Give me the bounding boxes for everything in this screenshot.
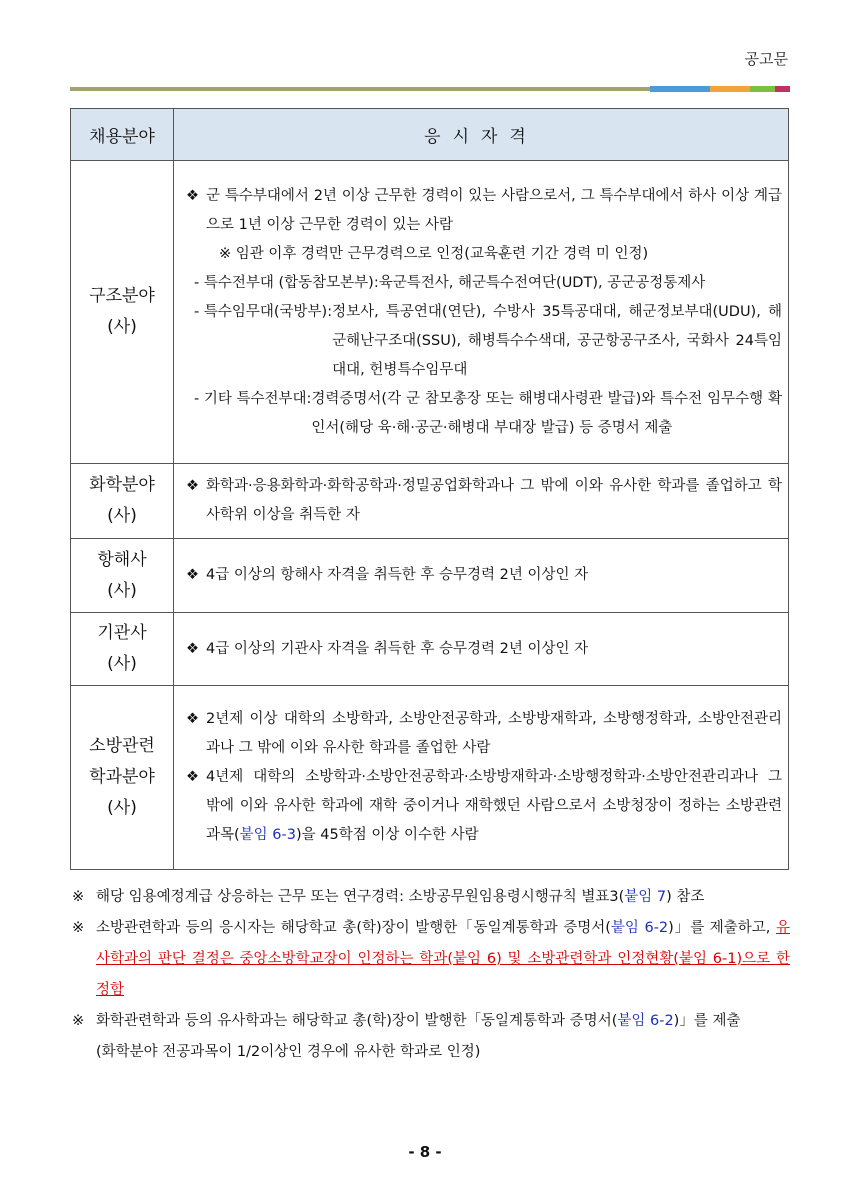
list-item: ❖ 군 특수부대에서 2년 이상 근무한 경력이 있는 사람으로서, 그 특수부대에서 하사 이상 계급으로 1년 이상 근무한 경력이 있는 사람 xyxy=(186,182,782,240)
footnote: ※ 화학관련학과 등의 유사학과는 해당학교 총(학)장이 발행한「동일계통학과 증명서(붙임 6-2)」를 제출 (화학분야 전공과목이 1/2이상인 경우에 유사한 학과로 인정) xyxy=(72,1006,790,1068)
attachment-reference: 붙임 6-3 xyxy=(239,827,296,843)
list-item: ❖ 4급 이상의 항해사 자격을 취득한 후 승무경력 2년 이상인 자 xyxy=(186,561,782,590)
reference-mark-icon: ※ xyxy=(72,920,85,936)
list-item: - 특수임무대(국방부): 정보사, 특공연대(연단), 수방사 35특공대대, 해군정보부대(UDU), 해군해난구조대(SSU), 해병특수수색대, 공군항공구조사, 국화사 24특임대대, 헌병특수임무대 xyxy=(194,303,782,378)
qualification-table xyxy=(70,108,789,870)
field-cell: 화학분야 (사) xyxy=(71,464,174,539)
field-cell: 기관사 (사) xyxy=(71,613,174,686)
field-cell: 소방관련 학과분야 (사) xyxy=(71,686,174,870)
field-cell: 구조분야 (사) xyxy=(71,161,174,464)
reference-mark-icon: ※ xyxy=(72,1013,85,1029)
attachment-reference: 붙임 7 xyxy=(624,889,667,905)
bullet-icon: ❖ xyxy=(186,567,199,583)
qualification-cell xyxy=(174,686,789,870)
footnotes xyxy=(72,882,790,1068)
bullet-icon: ❖ xyxy=(186,640,199,657)
note-text: ※ 임관 이후 경력만 근무경력으로 인정(교육훈련 기간 경력 미 인정) xyxy=(219,245,649,262)
list-item: - 기타 특수전부대: 경력증명서(각 군 참모총장 또는 해병대사령관 발급)와 특수전 임무수행 확인서(해당 육·해·공군·해병대 부대장 발급) 등 증명서 제출 xyxy=(194,390,782,436)
qualification-cell xyxy=(174,464,789,539)
highlighted-text: 유사학과의 판단 결정은 중앙소방학교장이 인정하는 학과(붙임 6) 및 소방관련학과 인정현황(붙임 6-1)으로 한정함 xyxy=(96,920,790,998)
table-row xyxy=(71,161,789,464)
bullet-icon: ❖ xyxy=(186,478,199,494)
page-number: - 8 - xyxy=(408,1143,442,1161)
attachment-reference: 붙임 6-2 xyxy=(610,920,669,936)
footnote: ※ 해당 임용예정계급 상응하는 근무 또는 연구경력: 소방공무원임용령시행규칙 별표3(붙임 7) 참조 xyxy=(72,882,790,913)
table-header-row xyxy=(71,109,789,161)
table-row xyxy=(71,539,789,613)
bullet-icon: ❖ xyxy=(186,711,199,727)
field-cell: 항해사 (사) xyxy=(71,539,174,613)
qualification-cell xyxy=(174,161,789,464)
attachment-reference: 붙임 6-2 xyxy=(617,1013,674,1029)
footnote: ※ 소방관련학과 등의 응시자는 해당학교 총(학)장이 발행한「동일계통학과 증명서(붙임 6-2)」를 제출하고, 유사학과의 판단 결정은 중앙소방학교장이 인정하는 학과(붙임 6) 및 소방관련학과 인정현황(붙임 6-1)으로 한정함 xyxy=(72,913,790,1006)
table-row xyxy=(71,686,789,870)
qualification-cell xyxy=(174,613,789,686)
column-header-qualification: 응시자격 xyxy=(174,109,789,161)
list-item: ❖ 4급 이상의 기관사 자격을 취득한 후 승무경력 2년 이상인 자 xyxy=(186,635,782,664)
list-item: ❖ 화학과·응용화학과·화학공학과·정밀공업화학과나 그 밖에 이와 유사한 학과를 졸업하고 학사학위 이상을 취득한 자 xyxy=(186,472,782,530)
table-row xyxy=(71,464,789,539)
header-rule xyxy=(70,86,790,92)
list-item: ❖ 4년제 대학의 소방학과·소방안전공학과·소방방재학과·소방행정학과·소방안전관리과나 그 밖에 이와 유사한 학과에 재학 중이거나 재학했던 사람으로서 소방청장이 정하는 소방관련 과목(붙임 6-3)을 45학점 이상 이수한 사람 xyxy=(186,763,782,850)
document-type-label: 공고문 xyxy=(744,50,788,68)
bullet-icon: ❖ xyxy=(186,187,199,204)
table-row xyxy=(71,613,789,686)
list-item: - 특수전부대 (합동참모본부): 육군특전사, 해군특수전여단(UDT), 공군공정통제사 xyxy=(194,274,706,291)
column-header-field: 채용분야 xyxy=(71,109,174,161)
list-item: ❖ 2년제 이상 대학의 소방학과, 소방안전공학과, 소방방재학과, 소방행정학과, 소방안전관리과나 그 밖에 이와 유사한 학과를 졸업한 사람 xyxy=(186,705,782,763)
qualification-cell xyxy=(174,539,789,613)
reference-mark-icon: ※ xyxy=(72,889,85,905)
bullet-icon: ❖ xyxy=(186,769,199,785)
